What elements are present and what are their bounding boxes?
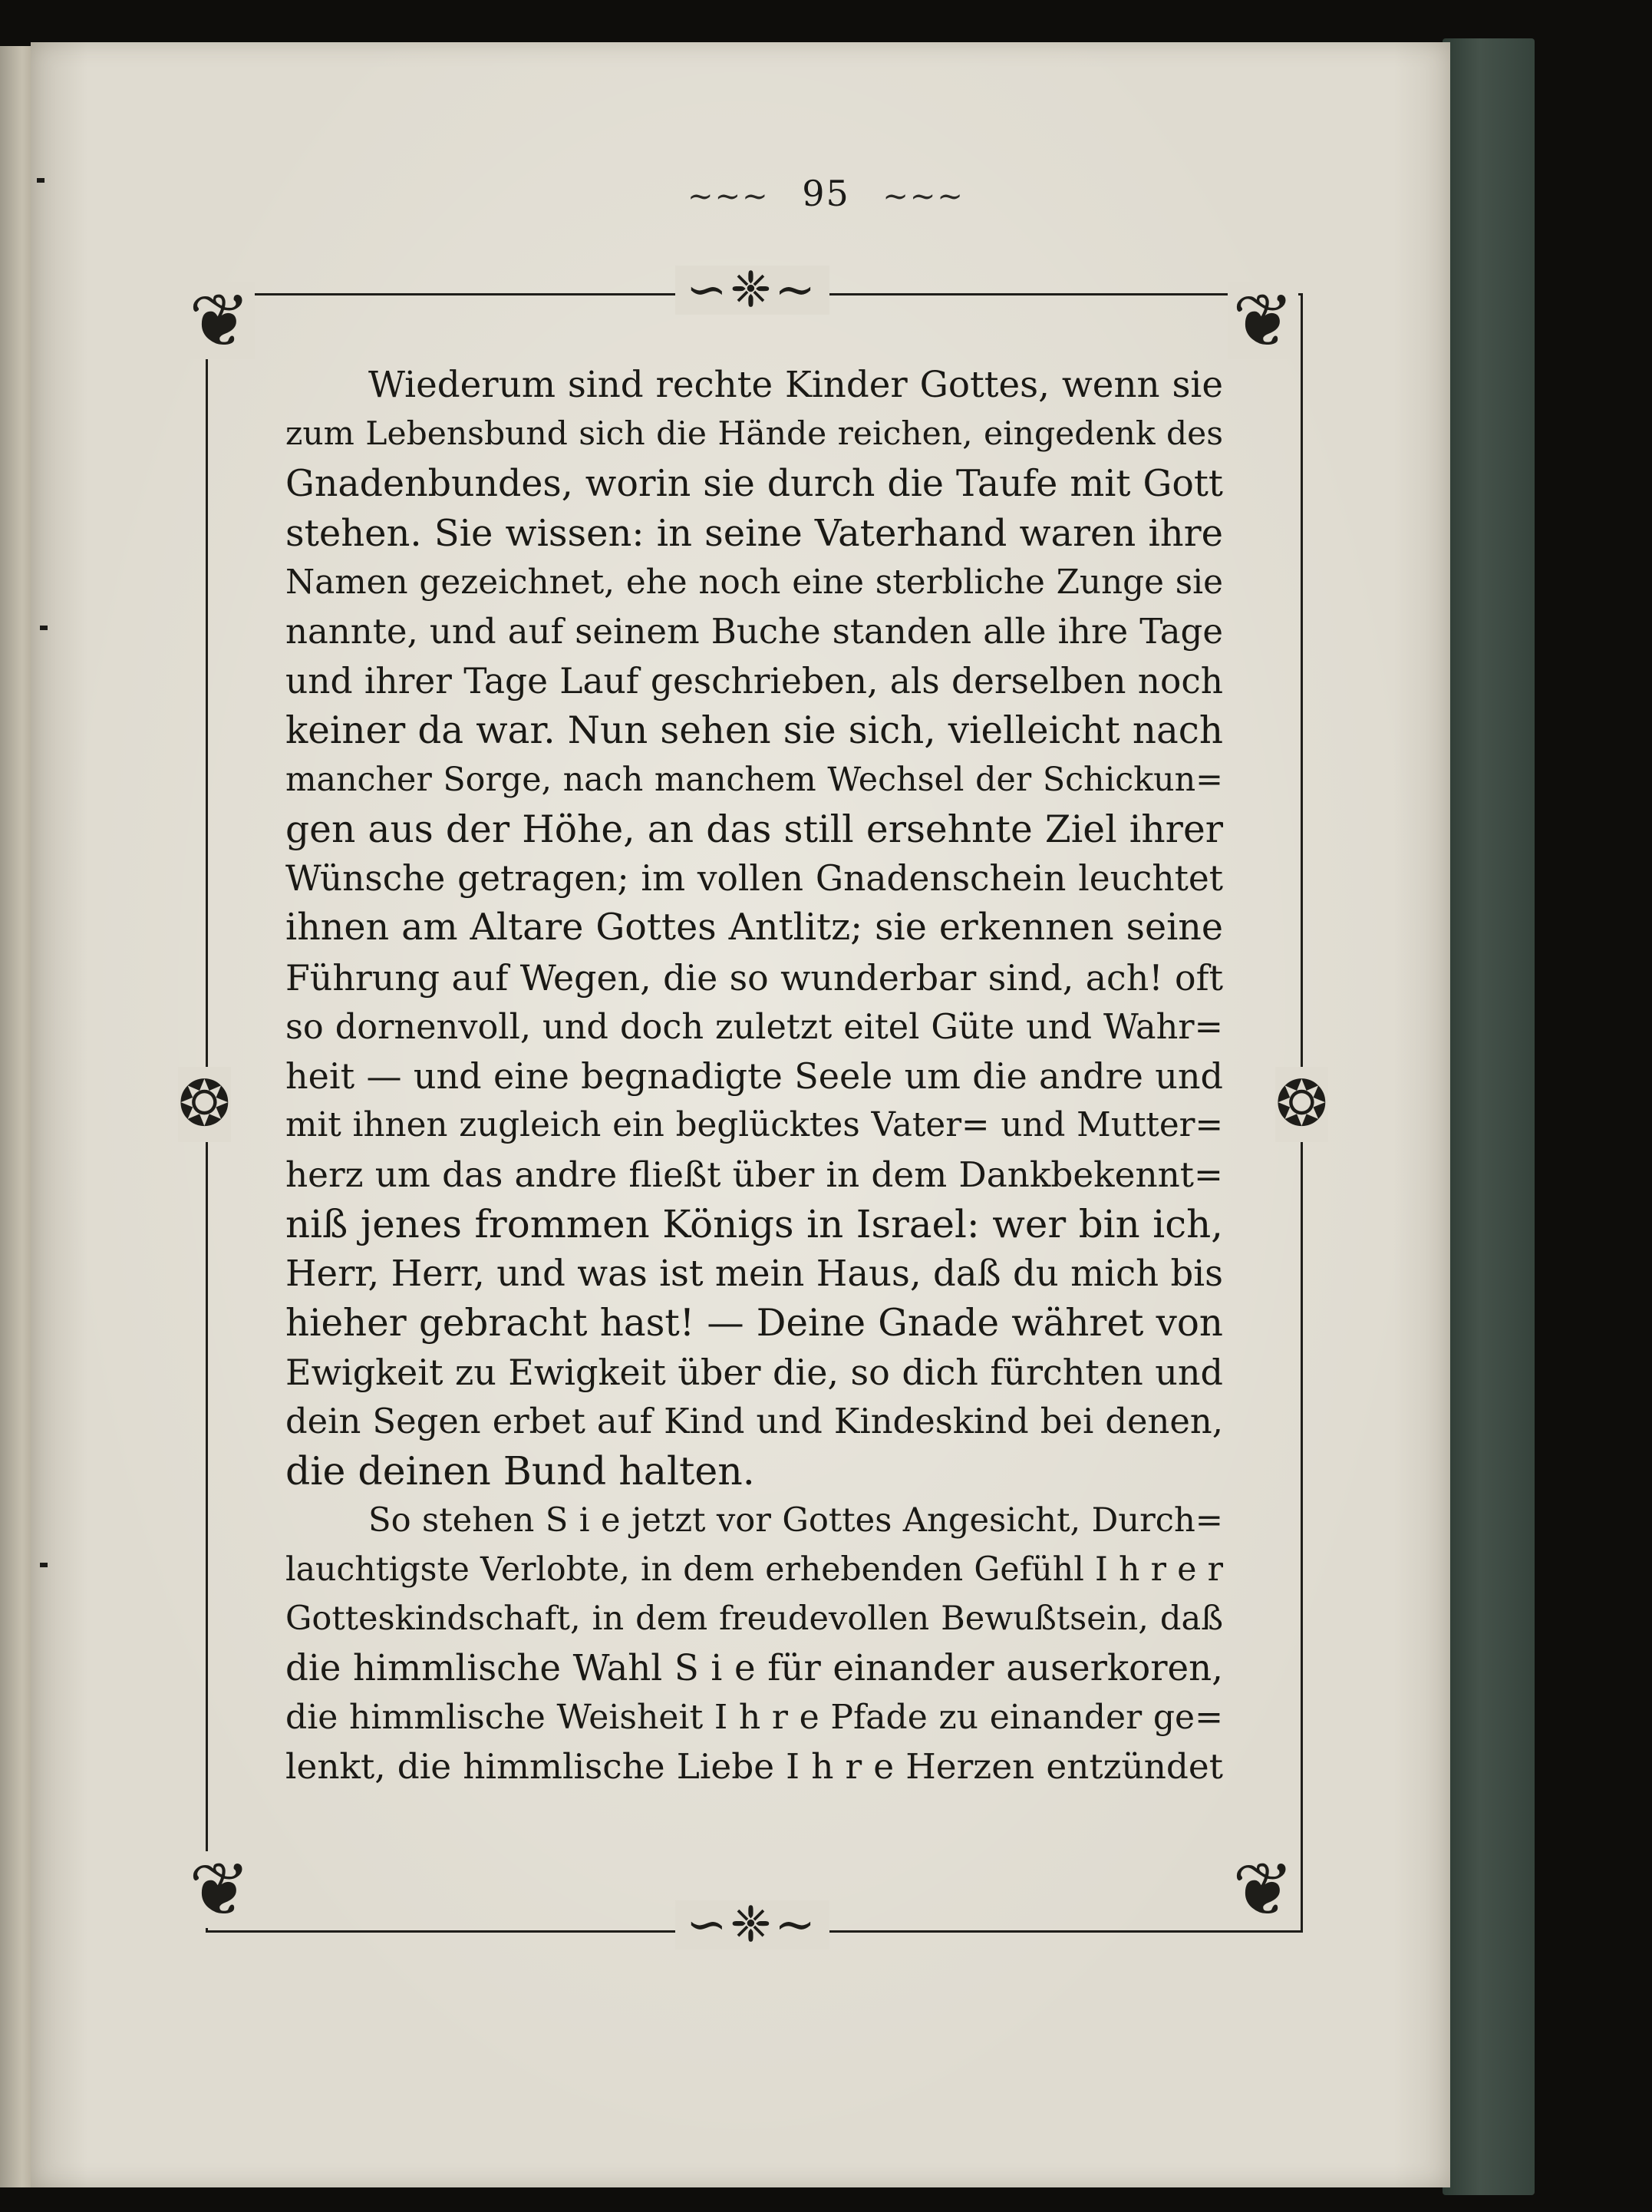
page-number: 95: [802, 173, 850, 214]
text-line: dein Segen erbet auf Kind und Kindeskind bei denen,: [285, 1401, 1223, 1442]
text-line: nannte, und auf seinem Buche standen alle ihre Tage: [285, 611, 1223, 652]
text-line: hieher gebracht hast! — Deine Gnade währet von: [285, 1301, 1223, 1345]
text-line: und ihrer Tage Lauf geschrieben, als derselben noch: [285, 660, 1223, 702]
text-line: herz um das andre fließt über in dem Dankbekennt=: [285, 1154, 1223, 1195]
text-line: Wünsche getragen; im vollen Gnadenschein leuchtet: [285, 857, 1223, 899]
scroll-flourish-icon: ❦: [1228, 282, 1298, 359]
text-line: mit ihnen zugleich ein beglücktes Vater= und Mutter=: [285, 1106, 1223, 1145]
text-line: gen aus der Höhe, an das still ersehnte Ziel ihrer: [285, 807, 1223, 851]
text-line: ihnen am Altare Gottes Antlitz; sie erkennen seine: [285, 906, 1223, 949]
scroll-flourish-icon: ❦: [184, 1851, 255, 1928]
text-line: mancher Sorge, nach manchem Wechsel der Schickun=: [285, 761, 1223, 800]
text-line: keiner da war. Nun sehen sie sich, vielleicht nach: [285, 709, 1223, 753]
text-line: die deinen Bund halten.: [285, 1448, 755, 1494]
book-cover-edge: [1443, 38, 1535, 2195]
text-line: Namen gezeichnet, ehe noch eine sterbliche Zunge sie: [285, 563, 1223, 603]
text-line: Wiederum sind rechte Kinder Gottes, wenn sie: [368, 365, 1223, 406]
text-line: zum Lebensbund sich die Hände reichen, eingedenk des: [285, 415, 1223, 454]
text-line: lenkt, die himmlische Liebe I h r e Herzen entzündet: [285, 1746, 1223, 1788]
text-line: So stehen S i e jetzt vor Gottes Angesicht, Durch=: [368, 1501, 1223, 1540]
rosette-flourish-icon: ∽❈∼: [675, 266, 829, 315]
scroll-flourish-icon: ❦: [184, 282, 255, 359]
text-line: heit — und eine begnadigte Seele um die andre und: [285, 1055, 1223, 1098]
running-header: [0, 173, 1652, 214]
margin-speck: [40, 626, 48, 630]
text-line: die himmlische Weisheit I h r e Pfade zu einander ge=: [285, 1698, 1223, 1738]
text-line: niß jenes frommen Königs in Israel: wer bin ich,: [285, 1202, 1223, 1247]
margin-speck: [40, 1563, 48, 1567]
text-line: so dornenvoll, und doch zuletzt eitel Güte und Wahr=: [285, 1006, 1223, 1047]
ring-flourish-icon: ❂: [1275, 1068, 1328, 1141]
scroll-flourish-icon: ❦: [1228, 1851, 1298, 1928]
text-line: die himmlische Wahl S i e für einander auserkoren,: [285, 1647, 1223, 1689]
body-text: [285, 361, 1223, 1792]
text-line: Ewigkeit zu Ewigkeit über die, so dich fürchten und: [285, 1351, 1223, 1393]
text-line: stehen. Sie wissen: in seine Vaterhand waren ihre: [285, 511, 1223, 555]
text-line: Führung auf Wegen, die so wunderbar sind, ach! oft: [285, 956, 1223, 999]
text-line: Gnadenbundes, worin sie durch die Taufe mit Gott: [285, 462, 1223, 505]
rosette-flourish-icon: ∽❈∼: [675, 1900, 829, 1950]
text-line: Herr, Herr, und was ist mein Haus, daß du mich bis: [285, 1253, 1223, 1295]
header-left-flourish-icon: ~~~: [688, 179, 770, 214]
text-line: lauchtigste Verlobte, in dem erhebenden Gefühl I h r e r: [285, 1550, 1223, 1590]
header-right-flourish-icon: ~~~: [882, 179, 964, 214]
ring-flourish-icon: ❂: [178, 1068, 231, 1141]
text-line: Gotteskindschaft, in dem freudevollen Bewußtsein, daß: [285, 1600, 1223, 1639]
